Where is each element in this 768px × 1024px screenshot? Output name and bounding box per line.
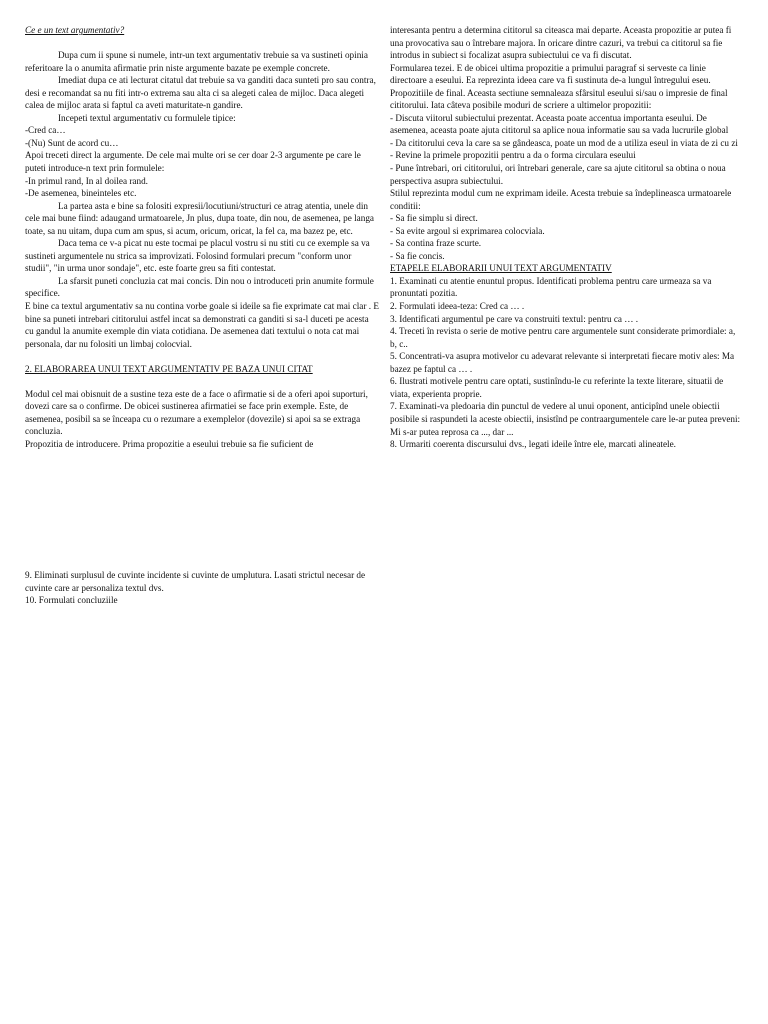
list-item: 8. Urmariti coerenta discursului dvs., legati ideile între ele, marcati alineatele. xyxy=(390,439,676,450)
paragraph: Propozitia de introducere. Prima propozitie a eseului trebuie sa fie suficient de xyxy=(25,438,314,449)
list-item: 7. Examinati-va pledoaria din punctul de vedere al unui oponent, anticipînd unele obiectii posibile si raspundeti la aceste obiectii, insistînd pe contraargumentele care le-ar putea preveni: Mi s-ar putea reprosa ca ..., dar ... xyxy=(390,401,741,437)
list-item: - Pune întrebari, ori cititorului, ori întrebari generale, care sa ajute cititorul sa obtina o noua perspectiva asupra subiectului. xyxy=(390,163,726,186)
formula-line: -Cred ca… xyxy=(25,125,66,136)
paragraph: Modul cel mai obisnuit de a sustine teza este de a face o afirmatie si de a oferi apoi suporturi, dovezi care sa o confirme. De obicei sustinerea afirmatiei se face prin exemple. Este, de asemenea, posibil sa se înceapa cu o rezumare a exemplelor (dovezile) si apoi sa se extraga concluzia. xyxy=(25,388,368,437)
paragraph: Daca tema ce v-a picat nu este tocmai pe placul vostru si nu stiti cu ce exemple sa va sustineti argumentele nu strica sa improvizati. Folosind formulari precum "conform unor studii", "in urma unor sondaje", etc. este foarte greu sa fiti contestat. xyxy=(25,238,370,274)
list-item: - Sa fie concis. xyxy=(390,250,445,261)
paragraph: interesanta pentru a determina cititorul sa citeasca mai departe. Aceasta propozitie ar putea fi una provocativa sau o întrebare majora. In oricare dintre cazuri, va trebui ca cititorul sa fie introdus in subiect si focalizat asupra subiectului ce va fi discutat. xyxy=(390,25,732,61)
list-item: 9. Eliminati surplusul de cuvinte incidente si cuvinte de umplutura. Lasati strictul necesar de cuvinte care ar personaliza textul dvs. xyxy=(25,570,366,593)
paragraph: La sfarsit puneti concluzia cat mai concis. Din nou o introduceti prin anumite formule specifice. xyxy=(25,275,374,299)
list-item: - Sa fie simplu si direct. xyxy=(390,213,478,224)
paragraph: Imediat dupa ce ati lecturat citatul dat trebuie sa va ganditi daca sunteti pro sau contra, desi e recomandat sa nu fiti intr-o extrema sau alta ci sa alegeti calea de mijloc. Daca alegeti calea de mijloc arata si faptul ca aveti maturitate-n gandire. xyxy=(25,75,376,111)
list-item: 1. Examinati cu atentie enuntul propus. Identificati problema pentru care urmeaza sa va pronuntati pozitia. xyxy=(390,275,712,299)
paragraph: E bine ca textul argumentativ sa nu contina vorbe goale si ideile sa fie exprimate cat mai clar . E bine sa puneti intrebari cititorului astfel incat sa demonstrati ca ganditi si sa-l duceti pe acesta cu gandul la anumite exemple din viata cotidiana. De asemenea dati textului o nota cat mai personala, dar nu folositi un limbaj colocvial. xyxy=(25,300,379,349)
right-column xyxy=(390,24,742,451)
list-item: 4. Treceti în revista o serie de motive pentru care argumentele sunt considerate primordiale: a, b, c.. xyxy=(390,326,736,349)
paragraph: La partea asta e bine sa folositi expresii/locutiuni/structuri ce atrag atentia, unele din cele mai bune fiind: adaugand urmatoarele, Jn plus, dupa toate, din nou, de asemenea, pe langa toate, sa nu uitam, dupa cum am spus, si acum, oricum, oricat, la fel ca, ma bazez pe, etc. xyxy=(25,200,374,236)
section-title: Ce e un text argumentativ? xyxy=(25,25,125,35)
list-item: - Discuta viitorul subiectului prezentat. Aceasta poate accentua importanta eseului. De asemenea, aceasta poate ajuta cititorul sa aplice noua informatie sau sa vada lucrurile global xyxy=(390,112,729,136)
list-item: - Sa evite argoul si exprimarea colocviala. xyxy=(390,225,545,236)
list-item: - Revine la primele propozitii pentru a da o forma circulara eseului xyxy=(390,150,636,161)
section-heading: 2. ELABORAREA UNUI TEXT ARGUMENTATIV PE BAZA UNUI CITAT xyxy=(25,363,313,374)
list-item: 10. Formulati concluziile xyxy=(25,595,118,606)
formula-line: -(Nu) Sunt de acord cu… xyxy=(25,137,119,148)
list-item: 3. Identificati argumentul pe care va construiti textul: pentru ca … . xyxy=(390,313,639,324)
paragraph: Stilul reprezinta modul cum ne exprimam ideile. Acesta trebuie sa îndeplineasca urmatoarele conditii: xyxy=(390,188,732,211)
list-item: 5. Concentrati-va asupra motivelor cu adevarat relevante si interpretati fiecare motiv ales: Ma bazez pe faptul ca … . xyxy=(390,351,735,374)
list-item: 6. Ilustrati motivele pentru care optati, sustinîndu-le cu referinte la texte literare, situatii de viata, experienta proprie. xyxy=(390,376,724,399)
list-item: - Da cititorului ceva la care sa se gândeasca, poate un mod de a utiliza eseul in viata de zi cu zi xyxy=(390,137,738,148)
formula-line: -De asemenea, bineinteles etc. xyxy=(25,188,137,199)
section-heading: ETAPELE ELABORARII UNUI TEXT ARGUMENTATIV xyxy=(390,263,612,274)
bottom-block xyxy=(25,569,379,607)
paragraph: Incepeti textul argumentativ cu formulele tipice: xyxy=(58,112,236,123)
paragraph: Formularea tezei. E de obicei ultima propozitie a primului paragraf si serveste ca linie directoare a eseului. Ea reprezinta ideea care va fi sustinuta de-a lungul întregului eseu. xyxy=(390,62,711,86)
paragraph: Propozitiile de final. Aceasta sectiune semnaleaza sfârsitul eseului si/sau o impresie de final cititorului. Iata câteva posibile moduri de scriere a ultimelor propozitii: xyxy=(390,87,728,111)
formula-line: -In primul rand, In al doilea rand. xyxy=(25,175,148,186)
list-item: 2. Formulati ideea-teza: Cred ca … . xyxy=(390,301,525,312)
list-item: - Sa contina fraze scurte. xyxy=(390,238,482,249)
left-column xyxy=(25,24,379,450)
paragraph: Apoi treceti direct la argumente. De cele mai multe ori se cer doar 2-3 argumente pe care le puteti introduce-n text prin formulele: xyxy=(25,150,361,173)
paragraph: Dupa cum ii spune si numele, intr-un text argumentativ trebuie sa va sustineti opinia referitoare la o anumita afirmatie prin niste argumente bazate pe exemple concrete. xyxy=(25,50,368,73)
